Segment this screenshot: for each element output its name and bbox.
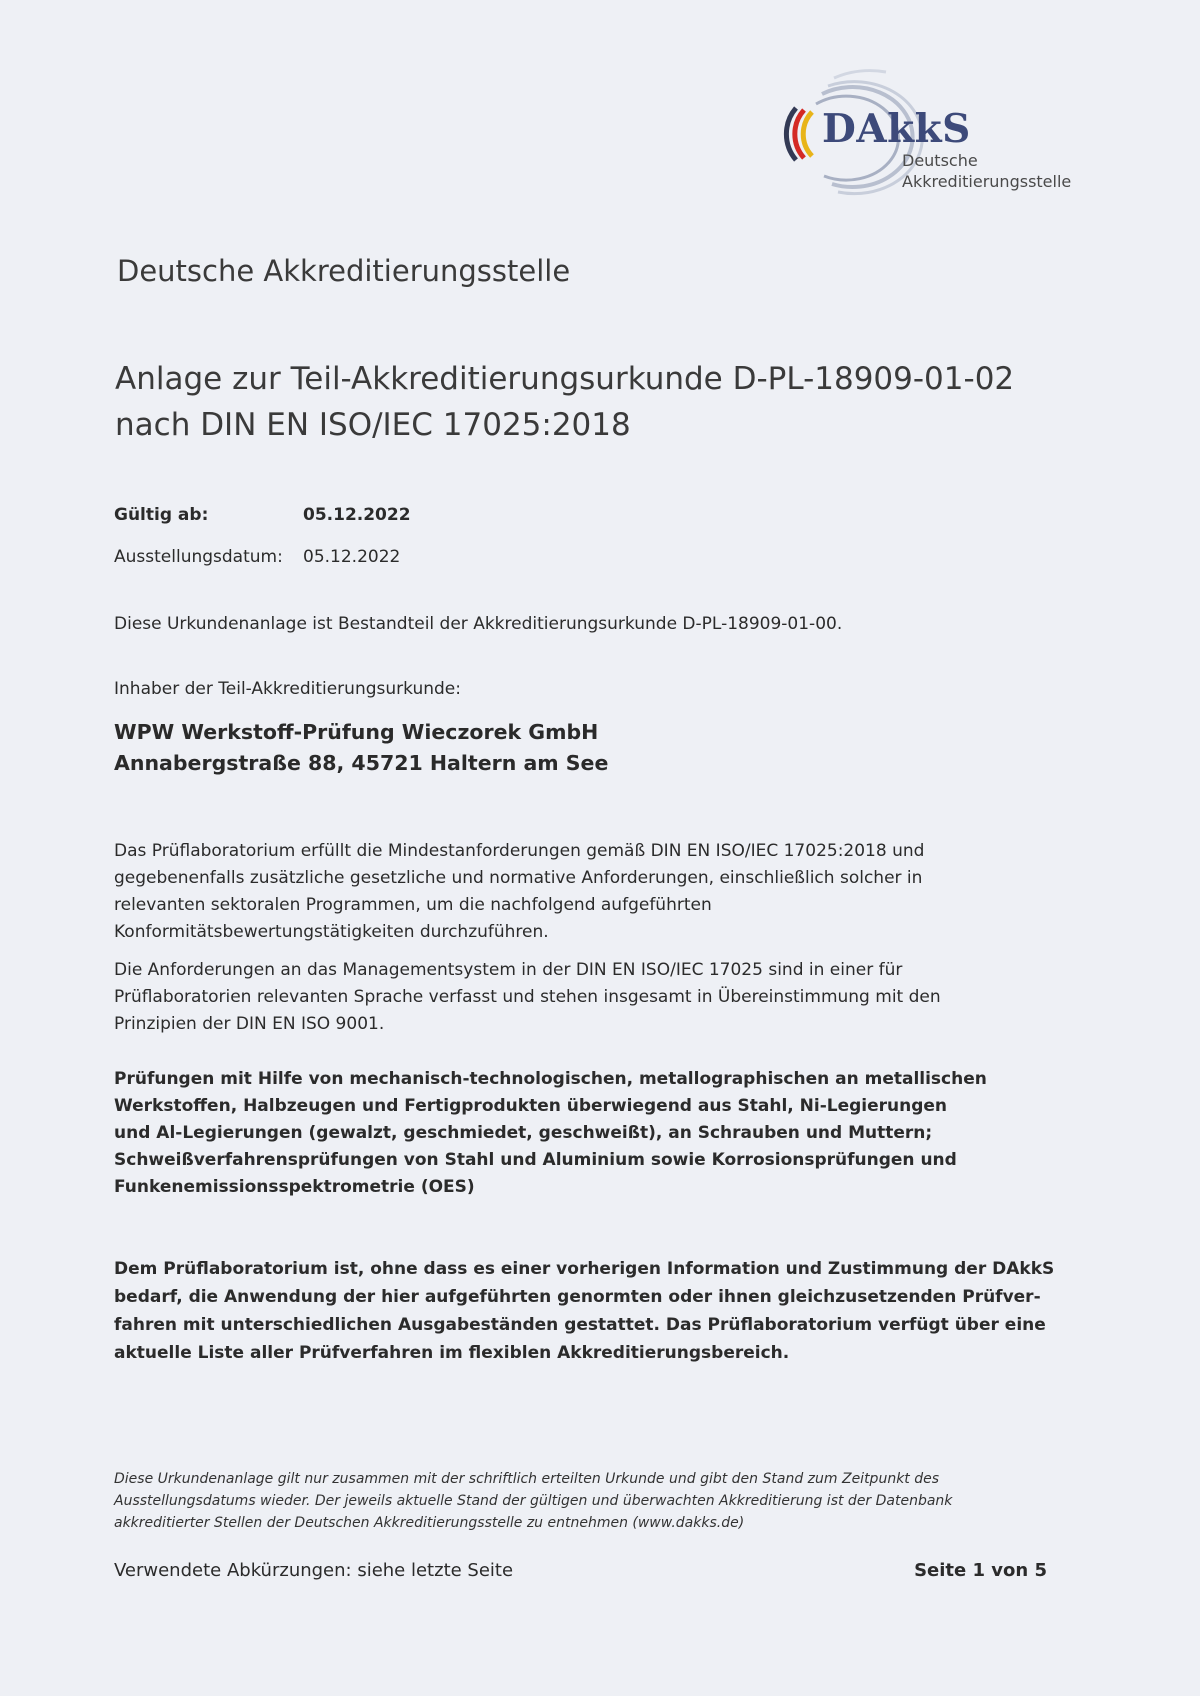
paragraph-line: gegebenenfalls zusätzliche gesetzliche und normative Anforderungen, einschließlich solcher in xyxy=(114,868,923,888)
requirements-paragraph xyxy=(114,838,924,946)
paragraph-line: Die Anforderungen an das Managementsystem in der DIN EN ISO/IEC 17025 sind in einer für xyxy=(114,960,903,980)
holder-name: WPW Werkstoff-Prüfung Wieczorek GmbH xyxy=(114,720,599,744)
logo-subtitle xyxy=(902,150,1071,192)
paragraph-line: Schweißverfahrensprüfungen von Stahl und Aluminium sowie Korrosionsprüfungen und xyxy=(114,1150,957,1170)
flexible-scope-paragraph xyxy=(114,1255,1054,1367)
document-title-line2: nach DIN EN ISO/IEC 17025:2018 xyxy=(115,407,631,443)
page-number: Seite 1 von 5 xyxy=(914,1560,1047,1581)
paragraph-line: Prüflaboratorien relevanten Sprache verfasst und stehen insgesamt in Übereinstimmung mit den xyxy=(114,987,941,1007)
annex-note: Diese Urkundenanlage ist Bestandteil der Akkreditierungsurkunde D-PL-18909-01-00. xyxy=(114,614,843,634)
disclaimer-line: Ausstellungsdatums wieder. Der jeweils aktuelle Stand der gültigen und überwachten Akkreditierung ist der Datenbank xyxy=(114,1493,953,1509)
paragraph-line: und Al-Legierungen (gewalzt, geschmiedet, geschweißt), an Schrauben und Muttern; xyxy=(114,1123,933,1143)
document-title-line1: Anlage zur Teil-Akkreditierungsurkunde D-PL-18909-01-02 xyxy=(115,361,1015,397)
paragraph-line: Dem Prüflaboratorium ist, ohne dass es einer vorherigen Information und Zustimmung der DAkkS xyxy=(114,1259,1055,1279)
issue-date-label: Ausstellungsdatum: xyxy=(114,547,283,567)
paragraph-line: Prinzipien der DIN EN ISO 9001. xyxy=(114,1014,385,1034)
paragraph-line: aktuelle Liste aller Prüfverfahren im flexiblen Akkreditierungsbereich. xyxy=(114,1343,790,1363)
valid-from-value: 05.12.2022 xyxy=(303,505,411,525)
scope-paragraph xyxy=(114,1066,987,1201)
paragraph-line: Funkenemissionsspektrometrie (OES) xyxy=(114,1177,475,1197)
paragraph-line: Prüfungen mit Hilfe von mechanisch-technologischen, metallographischen an metallischen xyxy=(114,1069,987,1089)
paragraph-line: Das Prüflaboratorium erfüllt die Mindestanforderungen gemäß DIN EN ISO/IEC 17025:2018 und xyxy=(114,841,925,861)
disclaimer-line: akkreditierter Stellen der Deutschen Akkreditierungsstelle zu entnehmen (www.dakks.de) xyxy=(114,1515,745,1531)
logo-wordmark: DAkkS xyxy=(822,106,971,152)
footer-disclaimer xyxy=(114,1468,952,1534)
logo-subtitle-line1: Deutsche xyxy=(902,151,978,170)
issue-date-value: 05.12.2022 xyxy=(303,547,401,567)
logo-subtitle-line2: Akkreditierungsstelle xyxy=(902,172,1072,191)
valid-from-label: Gültig ab: xyxy=(114,505,209,525)
holder-block xyxy=(114,717,608,779)
paragraph-line: relevanten sektoralen Programmen, um die nachfolgend aufgeführten xyxy=(114,895,712,915)
document-title xyxy=(115,356,1014,448)
paragraph-line: Werkstoffen, Halbzeugen und Fertigprodukten überwiegend aus Stahl, Ni-Legierungen xyxy=(114,1096,948,1116)
holder-label: Inhaber der Teil-Akkreditierungsurkunde: xyxy=(114,679,461,699)
paragraph-line: Konformitätsbewertungstätigkeiten durchzuführen. xyxy=(114,922,549,942)
dakks-logo xyxy=(776,64,1096,204)
paragraph-line: fahren mit unterschiedlichen Ausgabeständen gestattet. Das Prüflaboratorium verfügt über eine xyxy=(114,1315,1046,1335)
paragraph-line: bedarf, die Anwendung der hier aufgeführten genormten oder ihnen gleichzusetzenden Prüfver- xyxy=(114,1287,1041,1307)
abbreviations-note: Verwendete Abkürzungen: siehe letzte Seite xyxy=(114,1560,514,1581)
holder-address: Annabergstraße 88, 45721 Haltern am See xyxy=(114,751,609,775)
disclaimer-line: Diese Urkundenanlage gilt nur zusammen mit der schriftlich erteilten Urkunde und gibt den Stand zum Zeitpunkt des xyxy=(114,1471,940,1487)
agency-heading: Deutsche Akkreditierungsstelle xyxy=(117,254,571,288)
management-paragraph xyxy=(114,957,941,1038)
